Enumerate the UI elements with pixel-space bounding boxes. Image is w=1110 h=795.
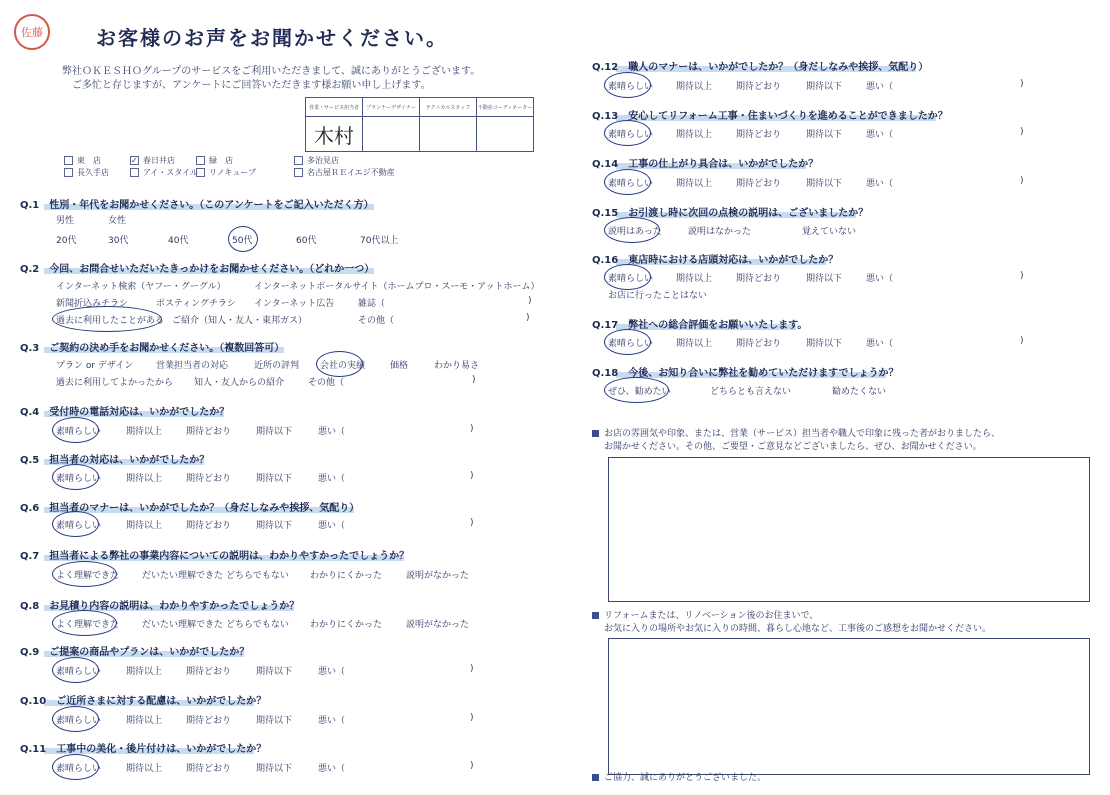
option-choice[interactable]: 悪い（	[866, 179, 894, 189]
staff-signature-cell[interactable]	[306, 117, 363, 152]
question-5-heading	[20, 451, 209, 466]
option-choice[interactable]: 素晴らしい	[56, 667, 102, 677]
question-text: 今回、お問合せいただいたきっかけをお聞かせください。（どれか一つ）	[49, 264, 375, 275]
option-choice[interactable]: 説明はなかった	[688, 227, 752, 237]
answer-circle-icon	[604, 72, 654, 98]
option-choice[interactable]: 期待以下	[806, 274, 843, 284]
option-choice[interactable]: 70代以上	[360, 236, 399, 246]
option-choice[interactable]: 価格	[390, 361, 409, 371]
store-label: 緑 店	[209, 156, 233, 165]
option-choice[interactable]: 期待以上	[126, 764, 163, 774]
store-option[interactable]	[294, 167, 395, 178]
option-choice[interactable]: 期待以上	[126, 521, 163, 531]
option-choice[interactable]: 悪い（	[318, 764, 346, 774]
option-choice[interactable]: 近所の評判	[254, 361, 300, 371]
answer-circle-icon	[604, 169, 654, 195]
question-text: 担当者のマナーは、いかがでしたか？（身だしなみや挨拶、気配り）	[49, 503, 360, 514]
answer-circle-icon	[52, 464, 102, 490]
option-choice[interactable]: インターネット検索（ヤフー・グーグル）	[56, 282, 226, 292]
paren-close: )	[526, 313, 530, 323]
option-choice[interactable]: 素晴らしい	[608, 339, 654, 349]
free-comment-2-prompt: リフォームまたは、リノベーション後のお住まいで、 お気に入りの場所やお気に入りの時間、暮らし心地など、工事後のご感想をお聞かせください。	[592, 610, 991, 636]
paren-close: )	[470, 424, 474, 434]
question-text: 今後、お知り合いに弊社を勧めていただけますでしょうか？	[628, 368, 899, 379]
option-choice[interactable]: 期待以下	[256, 427, 293, 437]
paren-close: )	[1020, 336, 1024, 346]
staff-header: 営業・サービス担当者	[306, 98, 363, 117]
option-choice[interactable]: 説明がなかった	[406, 571, 470, 581]
option-choice[interactable]: だいたい理解できた	[142, 620, 224, 630]
store-label: 名古屋ＲＥイエジ不動産	[307, 168, 395, 177]
option-choice[interactable]: インターネットポータルサイト（ホームプロ・スーモ・アットホーム）	[254, 282, 540, 292]
page-title: お客様のお声をお聞かせください。	[96, 26, 448, 50]
option-choice[interactable]: 期待どおり	[186, 667, 232, 677]
checkbox-icon[interactable]	[294, 156, 303, 165]
paren-close: )	[472, 375, 476, 385]
option-choice[interactable]: 期待どおり	[736, 274, 782, 284]
question-number: Q.10	[20, 696, 47, 707]
option-choice[interactable]: どちらでもない	[226, 620, 289, 630]
question-text: 性別・年代をお聞かせください。（このアンケートをご記入いただく方）	[49, 200, 374, 211]
paren-close: )	[470, 471, 474, 481]
option-choice[interactable]: わかり易さ	[434, 361, 480, 371]
question-1-heading	[20, 196, 374, 211]
question-text: 工事中の美化・後片付けは、いかがでしたか？	[56, 744, 267, 755]
option-choice[interactable]: 素晴らしい	[56, 474, 102, 484]
option-choice[interactable]: ご紹介（知人・友人・東邦ガス）	[172, 316, 308, 326]
closing-message: ご協力、誠にありがとうございました。	[592, 772, 766, 785]
store-option[interactable]	[130, 155, 175, 166]
paren-close: )	[470, 518, 474, 528]
question-7-heading	[20, 547, 409, 562]
option-choice[interactable]: 期待どおり	[186, 474, 232, 484]
option-choice[interactable]: 期待どおり	[186, 427, 232, 437]
option-choice[interactable]: よく理解できた	[56, 620, 120, 630]
option-choice[interactable]: 30代	[108, 236, 129, 246]
store-option[interactable]	[196, 155, 233, 166]
question-number: Q.16	[592, 255, 619, 266]
answer-circle-icon	[604, 217, 660, 243]
option-choice[interactable]: 期待どおり	[736, 130, 782, 140]
answer-circle-icon	[604, 377, 669, 403]
question-text: 弊社への総合評価をお願いいたします。	[628, 320, 808, 331]
option-choice[interactable]: 雑誌（	[358, 299, 386, 309]
question-11-heading	[20, 740, 266, 755]
question-number: Q.14	[592, 159, 619, 170]
question-text: 東店時における店頭対応は、いかがでしたか？	[628, 255, 839, 266]
question-number: Q.5	[20, 455, 40, 466]
option-choice[interactable]: 悪い（	[318, 474, 346, 484]
option-choice[interactable]: 期待以下	[256, 667, 293, 677]
answer-circle-icon	[316, 351, 366, 377]
question-text: ご近所さまに対する配慮は、いかがでしたか？	[56, 696, 267, 707]
question-text: 担当者の対応は、いかがでしたか？	[49, 455, 210, 466]
option-choice[interactable]: 知人・友人からの紹介	[194, 378, 285, 388]
approval-seal	[14, 14, 50, 50]
option-choice[interactable]: 新聞折込みチラシ	[56, 299, 129, 309]
store-label: 春日井店	[143, 156, 175, 165]
option-choice[interactable]: 素晴らしい	[608, 274, 654, 284]
paren-close: )	[1020, 176, 1024, 186]
option-choice[interactable]: 期待以上	[676, 82, 713, 92]
question-text: お見積り内容の説明は、わかりやすかったでしょうか？	[49, 601, 300, 612]
option-choice[interactable]: 悪い（	[866, 339, 894, 349]
question-number: Q.1	[20, 200, 40, 211]
option-choice[interactable]: 素晴らしい	[56, 521, 102, 531]
seal-text: 佐藤	[21, 25, 43, 39]
option-choice[interactable]: 期待以上	[126, 716, 163, 726]
option-choice[interactable]: 悪い（	[318, 716, 346, 726]
question-text: 受付時の電話対応は、いかがでしたか？	[49, 407, 230, 418]
answer-circle-icon	[52, 706, 102, 732]
option-choice[interactable]: インターネット広告	[254, 299, 335, 309]
option-choice[interactable]: 期待以下	[806, 82, 843, 92]
option-choice[interactable]: 過去に利用してよかったから	[56, 378, 174, 388]
square-bullet-icon	[592, 430, 599, 437]
option-choice[interactable]: プラン or デザイン	[56, 361, 134, 371]
option-choice[interactable]: 20代	[56, 236, 77, 246]
question-number: Q.6	[20, 503, 40, 514]
answer-circle-icon	[52, 657, 102, 683]
option-choice[interactable]: 期待以上	[126, 427, 163, 437]
option-choice[interactable]: 素晴らしい	[56, 427, 102, 437]
free-comment-1-prompt: お店の雰囲気や印象、または、営業（サービス）担当者や職人で印象に残った者がおりましたら、 お聞かせください。その他、ご要望・ご意見などございましたら、ぜひ、お聞かせください。	[592, 428, 1000, 454]
store-option[interactable]	[64, 167, 109, 178]
staff-signature: 木村	[314, 123, 354, 148]
option-choice[interactable]: 説明がなかった	[406, 620, 470, 630]
question-text: ご契約の決め手をお聞かせください。（複数回答可）	[49, 343, 285, 354]
question-text: お引渡し時に次回の点検の説明は、ございましたか？	[628, 208, 869, 219]
option-choice[interactable]: 期待以上	[676, 274, 713, 284]
store-option[interactable]	[64, 155, 101, 166]
question-10-heading	[20, 692, 266, 707]
option-choice[interactable]: 素晴らしい	[56, 764, 102, 774]
question-number: Q.7	[20, 551, 40, 562]
question-number: Q.12	[592, 62, 619, 73]
option-choice[interactable]: 期待以上	[126, 474, 163, 484]
option-choice[interactable]: 期待以上	[126, 667, 163, 677]
question-text: ご提案の商品やプランは、いかがでしたか？	[49, 647, 250, 658]
question-13-heading	[592, 107, 948, 122]
question-number: Q.4	[20, 407, 40, 418]
option-choice[interactable]: 50代	[232, 236, 253, 246]
question-number: Q.2	[20, 264, 40, 275]
paren-close: )	[1020, 127, 1024, 137]
option-choice[interactable]: 期待どおり	[186, 521, 232, 531]
intro-line-1: 弊社ＯＫＥＳＨＯグループのサービスをご利用いただきまして、誠にありがとうございます。	[62, 66, 481, 77]
intro-line-2: ご多忙と存じますが、アンケートにご回答いただきます様お願い申し上げます。	[72, 80, 431, 91]
option-choice[interactable]: 営業担当者の対応	[156, 361, 229, 371]
store-label: 多治見店	[307, 156, 339, 165]
checkbox-icon[interactable]	[196, 168, 205, 177]
option-choice[interactable]: 素晴らしい	[608, 179, 654, 189]
question-number: Q.11	[20, 744, 47, 755]
option-choice[interactable]: 女性	[108, 216, 127, 226]
option-choice[interactable]: わかりにくかった	[310, 571, 383, 581]
checkbox-icon[interactable]	[294, 168, 303, 177]
store-label: アイ・スタイル	[143, 168, 199, 177]
question-text: 安心してリフォーム工事・住まいづくりを進めることができましたか？	[628, 111, 948, 122]
question-number: Q.18	[592, 368, 619, 379]
store-label: リノキューブ	[209, 168, 256, 177]
answer-circle-icon	[228, 226, 258, 252]
option-choice[interactable]: 期待以下	[256, 521, 293, 531]
option-choice[interactable]: 悪い（	[866, 130, 894, 140]
answer-circle-icon	[52, 511, 102, 537]
option-choice[interactable]: 期待以下	[806, 130, 843, 140]
question-text: 工事の仕上がり具合は、いかがでしたか？	[628, 159, 819, 170]
option-choice[interactable]: 期待以下	[806, 179, 843, 189]
option-choice[interactable]: 期待どおり	[736, 339, 782, 349]
option-choice[interactable]: どちらでもない	[226, 571, 289, 581]
option-choice[interactable]: だいたい理解できた	[142, 571, 224, 581]
store-label: 東 店	[77, 156, 101, 165]
question-9-heading	[20, 643, 249, 658]
staff-cell[interactable]	[363, 117, 420, 152]
question-2-heading	[20, 260, 374, 275]
staff-header: テクニカルスタッフ	[420, 98, 477, 117]
option-choice[interactable]: 期待どおり	[186, 716, 232, 726]
staff-cell[interactable]	[477, 117, 534, 152]
option-choice[interactable]: 過去に利用したことがある	[56, 316, 165, 326]
option-choice[interactable]: 期待以下	[256, 716, 293, 726]
staff-cell[interactable]	[420, 117, 477, 152]
option-choice[interactable]: 素晴らしい	[56, 716, 102, 726]
option-choice[interactable]: 期待どおり	[736, 82, 782, 92]
option-choice[interactable]: 40代	[168, 236, 189, 246]
store-option[interactable]	[130, 167, 198, 178]
option-choice[interactable]: ぜひ、勧めたい	[608, 387, 671, 397]
option-choice[interactable]: 期待以下	[256, 474, 293, 484]
option-choice[interactable]: 期待どおり	[186, 764, 232, 774]
paren-close: )	[1020, 79, 1024, 89]
answer-circle-icon	[604, 264, 654, 290]
question-number: Q.9	[20, 647, 40, 658]
store-label: 長久手店	[77, 168, 109, 177]
checkbox-icon[interactable]	[64, 168, 73, 177]
paren-close: )	[1020, 271, 1024, 281]
checkbox-icon[interactable]	[196, 156, 205, 165]
option-choice[interactable]: 勧めたくない	[832, 387, 887, 397]
answer-circle-icon	[52, 306, 165, 332]
option-choice[interactable]: 覚えていない	[802, 227, 857, 237]
question-12-heading	[592, 58, 928, 73]
staff-table	[305, 97, 534, 152]
store-option[interactable]	[294, 155, 339, 166]
option-choice[interactable]: お店に行ったことはない	[608, 291, 708, 301]
option-choice[interactable]: 悪い（	[866, 274, 894, 284]
option-choice[interactable]: 素晴らしい	[608, 130, 654, 140]
square-bullet-icon	[592, 774, 599, 781]
option-choice[interactable]: その他（	[308, 378, 345, 388]
option-choice[interactable]: 男性	[56, 216, 75, 226]
question-text: 職人のマナーは、いかがでしたか？（身だしなみや挨拶、気配り）	[628, 62, 929, 73]
option-choice[interactable]: 60代	[296, 236, 317, 246]
option-choice[interactable]: 期待以下	[256, 764, 293, 774]
question-3-heading	[20, 339, 284, 354]
option-choice[interactable]: よく理解できた	[56, 571, 120, 581]
square-bullet-icon	[592, 612, 599, 619]
paren-close: )	[470, 713, 474, 723]
checked-box-icon[interactable]: ✓	[131, 156, 138, 165]
question-number: Q.15	[592, 208, 619, 219]
question-number: Q.17	[592, 320, 619, 331]
option-choice[interactable]: 期待どおり	[736, 179, 782, 189]
answer-circle-icon	[604, 329, 654, 355]
option-choice[interactable]: 素晴らしい	[608, 82, 654, 92]
option-choice[interactable]: 期待以上	[676, 339, 713, 349]
staff-header: 不動産コーディネーター	[477, 98, 534, 117]
question-number: Q.3	[20, 343, 40, 354]
question-text: 担当者による弊社の事業内容についての説明は、わかりやすかったでしょうか？	[49, 551, 410, 562]
option-choice[interactable]: どちらとも言えない	[710, 387, 792, 397]
option-choice[interactable]: わかりにくかった	[310, 620, 383, 630]
option-choice[interactable]: 会社の実績	[320, 361, 366, 371]
store-option[interactable]	[196, 167, 256, 178]
question-8-heading	[20, 597, 299, 612]
option-choice[interactable]: 悪い（	[318, 427, 346, 437]
free-comment-2-box[interactable]	[608, 638, 1090, 775]
option-choice[interactable]: 期待以上	[676, 130, 713, 140]
option-choice[interactable]: 悪い（	[318, 667, 346, 677]
free-comment-1-box[interactable]	[608, 457, 1090, 602]
answer-circle-icon	[604, 120, 654, 146]
answer-circle-icon	[52, 561, 120, 587]
question-14-heading	[592, 155, 818, 170]
answer-circle-icon	[52, 417, 102, 443]
option-choice[interactable]: 説明はあった	[608, 227, 662, 237]
checkbox-icon[interactable]	[130, 168, 139, 177]
question-4-heading	[20, 403, 229, 418]
paren-close: )	[470, 761, 474, 771]
option-choice[interactable]: 期待以下	[806, 339, 843, 349]
paren-close: )	[528, 296, 532, 306]
option-choice[interactable]: 悪い（	[318, 521, 346, 531]
option-choice[interactable]: 期待以上	[676, 179, 713, 189]
option-choice[interactable]: ポスティングチラシ	[156, 299, 236, 309]
paren-close: )	[470, 664, 474, 674]
question-number: Q.8	[20, 601, 40, 612]
staff-header: プランナーデザイナー	[363, 98, 420, 117]
checkbox-icon[interactable]	[64, 156, 73, 165]
option-choice[interactable]: その他（	[358, 316, 395, 326]
option-choice[interactable]: 悪い（	[866, 82, 894, 92]
answer-circle-icon	[52, 754, 102, 780]
answer-circle-icon	[52, 610, 120, 636]
question-number: Q.13	[592, 111, 619, 122]
